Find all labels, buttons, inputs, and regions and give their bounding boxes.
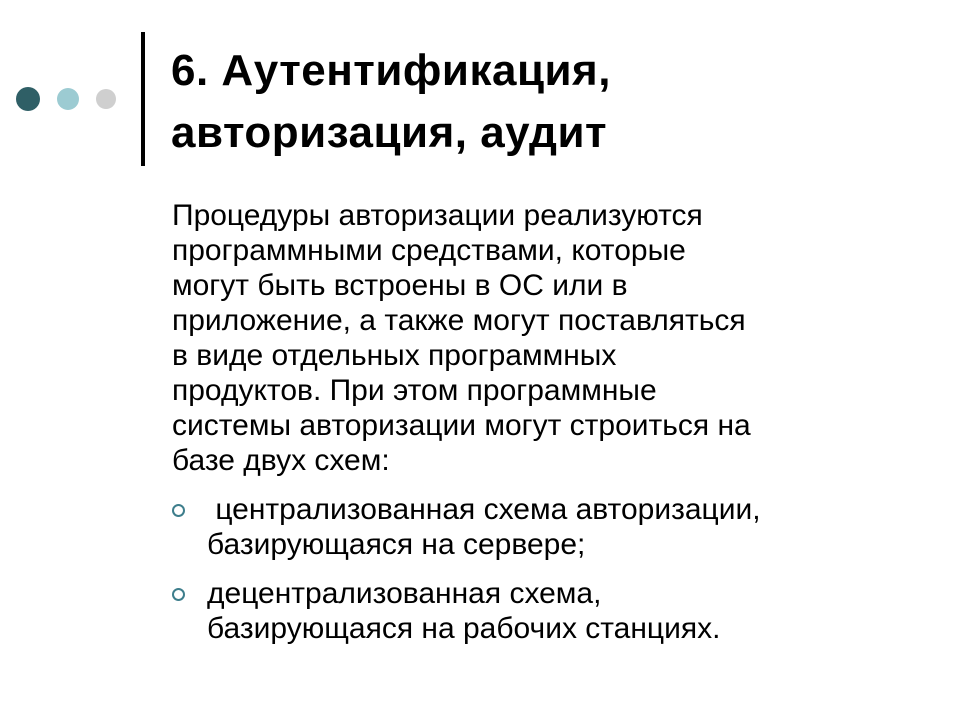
slide-title-line: 6. Аутентификация, (171, 46, 611, 95)
bullet-item-centralized (172, 492, 932, 562)
intro-line: в виде отдельных программных (172, 339, 617, 372)
intro-line: Процедуры авторизации реализуются (172, 199, 703, 232)
bullet-line: централизованная схема авторизации, (207, 493, 761, 526)
title-divider (141, 32, 145, 166)
intro-line: приложение, а также могут поставляться (172, 304, 746, 337)
slide-title-line: авторизация, аудит (171, 108, 608, 157)
intro-line: базе двух схем: (172, 444, 390, 477)
intro-paragraph (172, 198, 932, 478)
intro-line: продуктов. При этом программные (172, 374, 657, 407)
circle-bullet-icon (172, 504, 185, 517)
intro-line: программными средствами, которые (172, 234, 686, 267)
bullet-item-decentralized (172, 576, 932, 646)
slide-title (171, 40, 931, 164)
decorative-dot-light (57, 88, 79, 110)
bullet-line: базирующаяся на сервере; (207, 528, 586, 561)
slide-body (172, 198, 932, 646)
decorative-dot-grey (96, 89, 116, 109)
circle-bullet-icon (172, 588, 185, 601)
bullet-line: децентрализованная схема, (207, 577, 602, 610)
intro-line: системы авторизации могут строиться на (172, 409, 751, 442)
bullet-line: базирующаяся на рабочих станциях. (207, 612, 721, 645)
intro-line: могут быть встроены в ОС или в (172, 269, 628, 302)
decorative-dot-dark (16, 87, 40, 111)
